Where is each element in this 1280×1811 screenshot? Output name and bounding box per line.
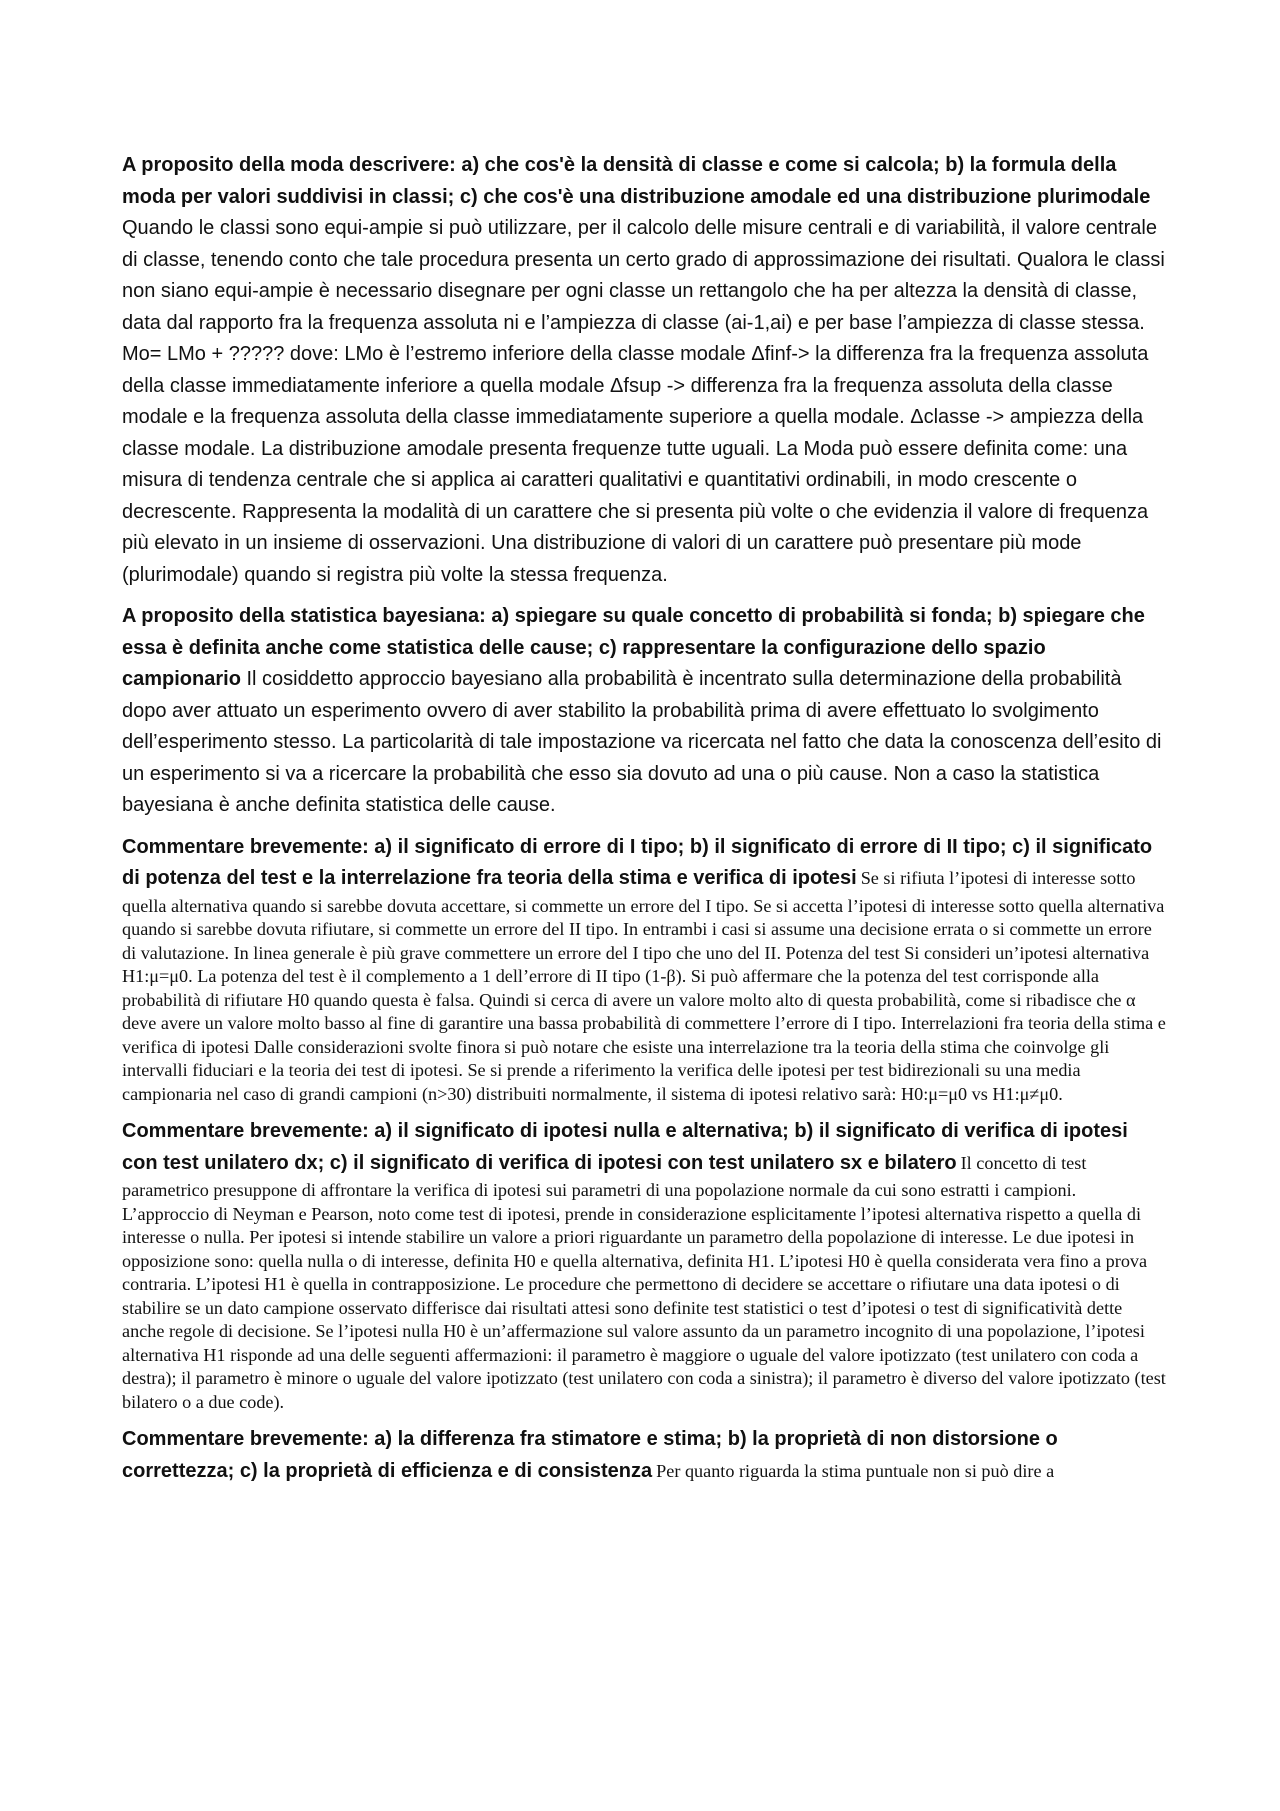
question-heading: A proposito della statistica bayesiana: a) spiegare su quale concetto di probabilità si fonda; b) spiegare che essa è definita anche come statistica delle cause; c) rappresentare la configurazione dello spazio campionario xyxy=(122,605,1145,690)
section-errori-tipo xyxy=(122,832,1167,1107)
section-bayesiana xyxy=(122,601,1167,822)
answer-text: Per quanto riguarda la stima puntuale non si può dire a xyxy=(656,1460,1055,1481)
document-page xyxy=(122,150,1167,1487)
answer-text: Il cosiddetto approccio bayesiano alla probabilità è incentrato sulla determinazione della probabilità dopo aver attuato un esperimento ovvero di aver stabilito la probabilità prima di avere effettuato lo svolgimento dell’esperimento stesso. La particolarità di tale impostazione va ricercata nel fatto che data la conoscenza dell’esito di un esperimento si va a ricercare la probabilità che esso sia dovuto ad una o più cause. Non a caso la statistica bayesiana è anche definita statistica delle cause. xyxy=(122,668,1162,816)
question-heading: Commentare brevemente: a) il significato di errore di I tipo; b) il significato di errore di II tipo; c) il significato di potenza del test e la interrelazione fra teoria della stima e verifica di ipotesi xyxy=(122,835,1153,889)
question-heading: Commentare brevemente: a) il significato di ipotesi nulla e alternativa; b) il significato di verifica di ipotesi con test unilatero dx; c) il significato di verifica di ipotesi con test unilatero sx e bilatero xyxy=(122,1120,1128,1174)
answer-text: Quando le classi sono equi-ampie si può utilizzare, per il calcolo delle misure centrali e di variabilità, il valore centrale di classe, tenendo conto che tale procedura presenta un certo grado di approssimazione dei risultati. Qualora le classi non siano equi-ampie è necessario disegnare per ogni classe un rettangolo che ha per altezza la densità di classe, data dal rapporto fra la frequenza assoluta ni e l’ampiezza di classe (ai-1,ai) e per base l’ampiezza di classe stessa. Mo= LMo + ????? dove: LMo è l’estremo inferiore della classe modale Δfinf-> la differenza fra la frequenza assoluta della classe immediatamente inferiore a quella modale Δfsup -> differenza fra la frequenza assoluta della classe modale e la frequenza assoluta della classe immediatamente superiore a quella modale. Δclasse -> ampiezza della classe modale. La distribuzione amodale presenta frequenze tutte uguali. La Moda può essere definita come: una misura di tendenza centrale che si applica ai caratteri qualitativi e quantitativi ordinabili, in modo crescente o decrescente. Rappresenta la modalità di un carattere che si presenta più volte o che evidenzia il valore di frequenza più elevato in un insieme di osservazioni. Una distribuzione di valori di un carattere può presentare più mode (plurimodale) quando si registra più volte la stessa frequenza. xyxy=(122,217,1165,586)
section-ipotesi xyxy=(122,1116,1167,1414)
section-moda xyxy=(122,150,1167,591)
question-heading: Commentare brevemente: a) la differenza fra stimatore e stima; b) la proprietà di non distorsione o correttezza; c) la proprietà di efficienza e di consistenza xyxy=(122,1428,1058,1482)
question-heading: A proposito della moda descrivere: a) che cos'è la densità di classe e come si calcola; b) la formula della moda per valori suddivisi in classi; c) che cos'è una distribuzione amodale ed una distribuzione plurimodale xyxy=(122,154,1151,208)
answer-text: Il concetto di test parametrico presuppone di affrontare la verifica di ipotesi sui parametri di una popolazione normale da cui sono estratti i campioni. L’approccio di Neyman e Pearson, noto come test di ipotesi, prende in considerazione esplicitamente l’ipotesi alternativa rispetto a quella di interesse o nulla. Per ipotesi si intende stabilire un valore a priori riguardante un parametro della popolazione di interesse. Le due ipotesi in opposizione sono: quella nulla o di interesse, definita H0 e quella alternativa, definita H1. L’ipotesi H0 è quella considerata vera fino a prova contraria. L’ipotesi H1 è quella in contrapposizione. Le procedure che permettono di decidere se accettare o rifiutare una data ipotesi o di stabilire se un dato campione osservato differisce dai risultati attesi sono definite test statistici o test d’ipotesi o test di significatività dette anche regole di decisione. Se l’ipotesi nulla H0 è un’affermazione sul valore assunto da un parametro incognito di una popolazione, l’ipotesi alternativa H1 risponde ad una delle seguenti affermazioni: il parametro è maggiore o uguale del valore ipotizzato (test unilatero con coda a destra); il parametro è minore o uguale del valore ipotizzato (test unilatero con coda a sinistra); il parametro è diverso del valore ipotizzato (test bilatero o a due code). xyxy=(122,1152,1166,1412)
answer-text: Se si rifiuta l’ipotesi di interesse sotto quella alternativa quando si sarebbe dovuta accettare, si commette un errore del I tipo. Se si accetta l’ipotesi di interesse sotto quella alternativa quando si sarebbe dovuta rifiutare, si commette un errore del II tipo. In entrambi i casi si assume una decisione errata o si commette un errore di valutazione. In linea generale è più grave commettere un errore del I tipo che uno del II. Potenza del test Si consideri un’ipotesi alternativa H1:μ=μ0. La potenza del test è il complemento a 1 dell’errore di II tipo (1-β). Si può affermare che la potenza del test corrisponde alla probabilità di rifiutare H0 quando questa è falsa. Quindi si cerca di avere un valore molto alto di questa probabilità, come si ribadisce che α deve avere un valore molto basso al fine di garantire una bassa probabilità di commettere l’errore di I tipo. Interrelazioni fra teoria della stima e verifica di ipotesi Dalle considerazioni svolte finora si può notare che esiste una interrelazione tra la teoria della stima che coinvolge gli intervalli fiduciari e la teoria dei test di ipotesi. Se si prende a riferimento la verifica delle ipotesi per test bidirezionali su una media campionaria nel caso di grandi campioni (n>30) distribuiti normalmente, il sistema di ipotesi relativo sarà: H0:μ=μ0 vs H1:μ≠μ0. xyxy=(122,868,1166,1104)
section-stimatore xyxy=(122,1424,1167,1487)
